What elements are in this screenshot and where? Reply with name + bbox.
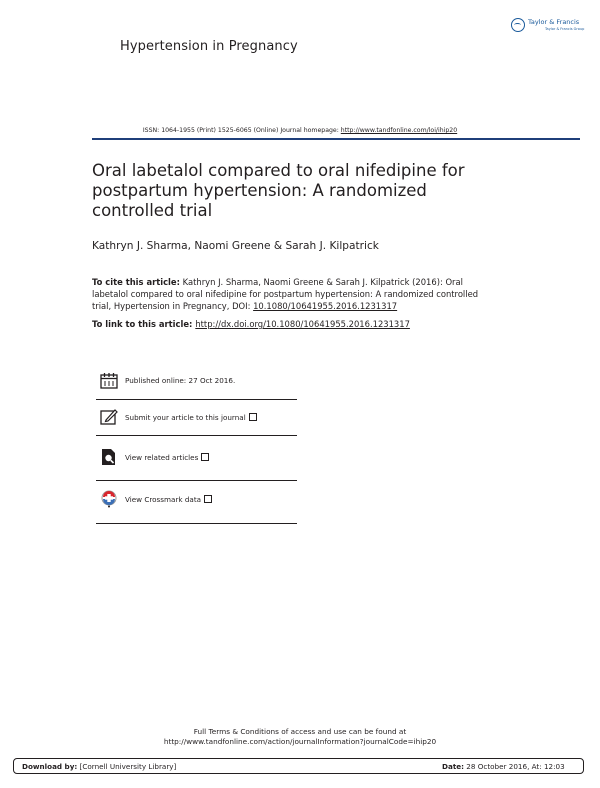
article-title: Oral labetalol compared to oral nifedipine for postpartum hypertension: A randomized controlled trial bbox=[92, 161, 465, 220]
issn-text: ISSN: 1064-1955 (Print) 1525-6065 (Online) Journal homepage: bbox=[142, 127, 341, 134]
info-divider bbox=[96, 523, 297, 524]
crossmark-label: View Crossmark data bbox=[125, 495, 202, 504]
downloaded-by bbox=[22, 762, 176, 771]
calendar-icon bbox=[100, 372, 118, 390]
article-authors: Kathryn J. Sharma, Naomi Greene & Sarah J. Kilpatrick bbox=[92, 240, 379, 252]
download-date-value: 28 October 2016, At: 12:03 bbox=[464, 762, 565, 771]
info-divider bbox=[96, 480, 297, 481]
article-link-block bbox=[92, 319, 410, 329]
journal-title[interactable]: Hypertension in Pregnancy bbox=[120, 39, 298, 54]
submit-article-row[interactable] bbox=[96, 400, 297, 436]
related-articles-label: View related articles bbox=[125, 453, 199, 462]
external-link-icon bbox=[204, 495, 212, 503]
download-info-bar bbox=[13, 758, 584, 774]
journal-homepage-link[interactable]: http://www.tandfonline.com/loi/ihip20 bbox=[340, 127, 458, 134]
related-articles-link[interactable] bbox=[125, 452, 209, 462]
downloaded-by-value: [Cornell University Library] bbox=[77, 762, 177, 771]
pencil-edit-icon bbox=[100, 408, 118, 426]
terms-block bbox=[0, 727, 600, 747]
citation-block bbox=[92, 276, 492, 312]
citation-doi-link[interactable]: 10.1080/10641955.2016.1231317 bbox=[253, 301, 398, 311]
external-link-icon bbox=[249, 413, 257, 421]
document-search-icon bbox=[100, 448, 118, 466]
downloaded-by-label: Download by: bbox=[22, 762, 78, 771]
crossmark-row[interactable] bbox=[96, 482, 297, 518]
citation-label: To cite this article: bbox=[92, 277, 180, 287]
issn-line bbox=[0, 127, 600, 134]
header-divider bbox=[92, 138, 580, 140]
info-divider bbox=[96, 435, 297, 436]
download-date bbox=[442, 762, 565, 771]
terms-url-link[interactable]: http://www.tandfonline.com/action/journalInformation?journalCode=ihip20 bbox=[163, 737, 437, 746]
related-articles-row[interactable] bbox=[96, 440, 297, 476]
external-link-icon bbox=[201, 453, 209, 461]
publisher-logo-icon bbox=[511, 18, 525, 32]
publisher-logo-name: Taylor & Francis bbox=[528, 18, 580, 26]
publisher-logo-sub: Taylor & Francis Group bbox=[545, 27, 585, 31]
published-online-text: Published online: 27 Oct 2016. bbox=[125, 376, 236, 385]
terms-line: Full Terms & Conditions of access and use can be found at bbox=[193, 727, 407, 736]
crossmark-link[interactable] bbox=[125, 494, 212, 504]
download-date-label: Date: bbox=[442, 762, 465, 771]
submit-article-link[interactable] bbox=[125, 412, 257, 422]
article-doi-link[interactable]: http://dx.doi.org/10.1080/10641955.2016.1231317 bbox=[195, 319, 410, 329]
article-link-label: To link to this article: bbox=[92, 319, 196, 329]
citation-text: Kathryn J. Sharma, Naomi Greene & Sarah J. Kilpatrick (2016): Oral labetalol compared to oral nifedipine for postpartum hypertension: A randomized controlled trial, Hypertension in Pregnancy, DOI: bbox=[92, 277, 479, 311]
crossmark-icon bbox=[100, 490, 118, 508]
submit-article-label: Submit your article to this journal bbox=[125, 413, 246, 422]
published-online-row bbox=[96, 364, 297, 400]
publisher-logo[interactable] bbox=[511, 16, 583, 38]
